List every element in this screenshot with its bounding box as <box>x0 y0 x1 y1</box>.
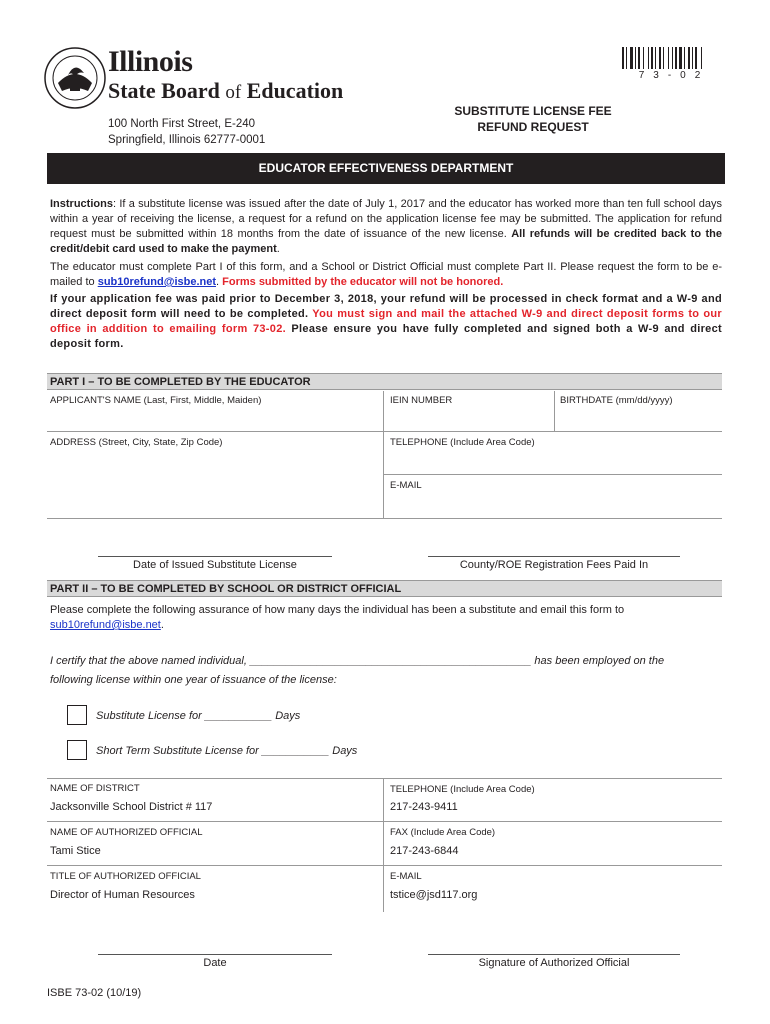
official-value[interactable]: Tami Stice <box>50 845 101 857</box>
date-line[interactable] <box>98 954 332 955</box>
document-title: SUBSTITUTE LICENSE FEE REFUND REQUEST <box>454 104 612 134</box>
refund-email-link[interactable]: sub10refund@isbe.net <box>97 276 217 288</box>
part1-row-line <box>383 474 722 475</box>
part2-row-line <box>47 865 722 866</box>
department-banner: EDUCATOR EFFECTIVENESS DEPARTMENT <box>47 153 725 184</box>
official-title-label: TITLE OF AUTHORIZED OFFICIAL <box>50 871 201 882</box>
barcode-image <box>622 47 722 69</box>
email-label: E-MAIL <box>390 480 422 491</box>
fax-label: FAX (Include Area Code) <box>390 827 496 838</box>
applicant-name-label: APPLICANT'S NAME (Last, First, Middle, Maiden) <box>50 395 262 406</box>
county-fees-line[interactable] <box>428 556 680 557</box>
telephone-label: TELEPHONE (Include Area Code) <box>390 437 535 448</box>
signature-label: Signature of Authorized Official <box>478 957 630 969</box>
part2-row-line <box>47 778 722 779</box>
form-footer: ISBE 73-02 (10/19) <box>47 987 142 999</box>
part1-divider <box>383 391 384 519</box>
substitute-license-option: Substitute License for ___________ Days <box>96 710 301 722</box>
official-title-value[interactable]: Director of Human Resources <box>50 889 195 901</box>
certify-line2: following license within one year of issuance of the license: <box>50 674 337 686</box>
official-email-value[interactable]: tstice@jsd117.org <box>390 889 478 901</box>
part1-heading: PART I – TO BE COMPLETED BY THE EDUCATOR <box>47 373 722 390</box>
district-phone-value[interactable]: 217-243-9411 <box>390 801 458 813</box>
address-label: ADDRESS (Street, City, State, Zip Code) <box>50 437 223 448</box>
form-code: 73-02 <box>638 70 710 81</box>
date-label: Date <box>203 957 227 969</box>
iein-label: IEIN NUMBER <box>390 395 453 406</box>
part2-row-line <box>47 821 722 822</box>
district-label: NAME OF DISTRICT <box>50 783 140 794</box>
date-issued-line[interactable] <box>98 556 332 557</box>
date-issued-label: Date of Issued Substitute License <box>133 559 297 571</box>
agency-name-line1: Illinois <box>108 45 193 78</box>
part1-row-line <box>47 518 722 519</box>
part2-intro: Please complete the following assurance of how many days the individual has been a substitute and email this form to sub10refund@isbe.net. <box>50 604 625 631</box>
instructions-paragraph: Instructions: If a substitute license was issued after the date of July 1, 2017 and the educator has worked more than ten full school days within a year of receiving the license, a request for a refund on the application license fee may be submitted. The application for refund request must be submitted within 18 months from the date of issuance of the new license. All refunds will be credited back to the credit/debit card used to make the payment. <box>50 198 723 255</box>
part2-heading: PART II – TO BE COMPLETED BY SCHOOL OR DISTRICT OFFICIAL <box>47 580 722 597</box>
short-term-license-checkbox[interactable] <box>67 740 87 760</box>
check-format-paragraph: If your application fee was paid prior to December 3, 2018, your refund will be processed in check format and a W-9 and direct deposit form will need to be completed. You must sign and mail the attached W-9 and direct deposit forms to our office in addition to emailing form 73-02. Please ensure you have fully completed and signed both a W-9 and direct deposit form. <box>50 293 722 350</box>
short-term-license-option: Short Term Substitute License for ___________ Days <box>96 745 358 757</box>
substitute-license-checkbox[interactable] <box>67 705 87 725</box>
certify-line1: I certify that the above named individual, ______________________________________________ has been employed on the <box>50 655 665 667</box>
agency-address: 100 North First Street, E-240 Springfield, Illinois 62777-0001 <box>108 118 266 146</box>
part2-email-link[interactable]: sub10refund@isbe.net <box>50 619 161 631</box>
district-phone-label: TELEPHONE (Include Area Code) <box>390 784 535 795</box>
official-email-label: E-MAIL <box>390 871 422 882</box>
district-value[interactable]: Jacksonville School District # 117 <box>50 801 213 813</box>
part1-divider <box>554 391 555 431</box>
completion-paragraph: The educator must complete Part I of this form, and a School or District Official must complete Part II. Please request the form to be e-mailed to sub10refund@isbe.net. Forms submitted by the educator will not be honored. <box>50 261 722 288</box>
part2-divider <box>383 778 384 912</box>
county-fees-label: County/ROE Registration Fees Paid In <box>459 559 649 571</box>
state-seal-logo <box>44 47 106 109</box>
fax-value[interactable]: 217-243-6844 <box>390 845 459 857</box>
official-label: NAME OF AUTHORIZED OFFICIAL <box>50 827 203 838</box>
agency-name-line2: State Board of Education <box>108 78 344 103</box>
birthdate-label: BIRTHDATE (mm/dd/yyyy) <box>560 395 673 406</box>
signature-line[interactable] <box>428 954 680 955</box>
part1-row-line <box>47 431 722 432</box>
